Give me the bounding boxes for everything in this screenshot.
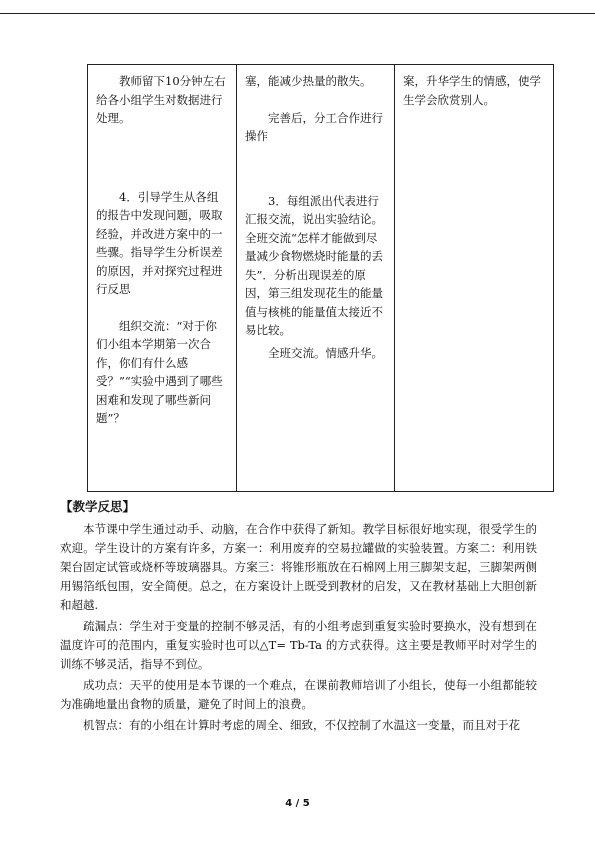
cell-text: 案，升华学生的情感，使学生学会欣赏别人。 bbox=[403, 74, 541, 107]
page-number: 4 / 5 bbox=[285, 798, 310, 809]
section-title: 【教学反思】 bbox=[60, 499, 136, 514]
reflection-paragraph: 成功点：天平的使用是本节课的一个难点，在课前教师培训了小组长，使每一小组都能较为准确地量出食物的质量，避免了时间上的浪费。 bbox=[60, 678, 537, 711]
reflection-body bbox=[60, 520, 537, 737]
reflection-paragraph: 机智点：有的小组在计算时考虑的周全、细致，不仅控制了水温这一变量，而且对于花 bbox=[83, 718, 520, 732]
cell-text: 塞，能减少热量的散失。 bbox=[245, 74, 372, 88]
cell-text: 全班交流。情感升华。 bbox=[268, 345, 383, 360]
lesson-table bbox=[87, 64, 554, 492]
table-row bbox=[88, 65, 554, 492]
reflection-paragraph: 本节课中学生通过动手、动脑，在合作中获得了新知。教学目标很好地实现，很受学生的欢迎。学生设计的方案有许多，方案一：利用废弃的空易拉罐做的实验装置。方案二：利用铁架台固定试管或烧杯等玻璃器具。方案三：将锥形瓶放在石棉网上用三脚架支起，三脚架两侧用锡箔纸包围，安全简便。总之，在方案设计上既受到教材的启发，又在教材基础上大胆创新和超越. bbox=[60, 522, 537, 612]
cell-text: 教师留下10分钟左右给各小组学生对数据进行处理。 bbox=[96, 74, 226, 125]
student-activity-cell bbox=[237, 65, 395, 492]
cell-text: 组织交流：“对于你们小组本学期第一次合作，你们有什么感受？”“实验中遇到了哪些困难和发现了哪些新问题”？ bbox=[96, 318, 223, 425]
cell-text: 完善后，分工合作进行操作 bbox=[245, 110, 383, 143]
design-intent-cell bbox=[395, 65, 554, 492]
cell-text: 4．引导学生从各组的报告中发现问题，吸取经验，并改进方案中的一些骤。指导学生分析误差的原因，并对探究过程进行反思 bbox=[96, 189, 223, 296]
teacher-activity-cell bbox=[88, 65, 237, 492]
reflection-paragraph: 疏漏点：学生对于变量的控制不够灵活，有的小组考虑到重复实验时要换水，没有想到在温度许可的范围内，重复实验时也可以△T= Tb-Ta 的方式获得。这主要是教师平时对学生的训练不够灵活，指导不到位。 bbox=[60, 619, 537, 671]
cell-text: 3．每组派出代表进行汇报交流，说出实验结论。全班交流“怎样才能做到尽量减少食物燃烧时能量的丢失”．分析出现误差的原因，第三组发现花生的能量值与核桃的能量值太接近不易比较。 bbox=[245, 193, 383, 337]
header-rule bbox=[0, 13, 595, 14]
